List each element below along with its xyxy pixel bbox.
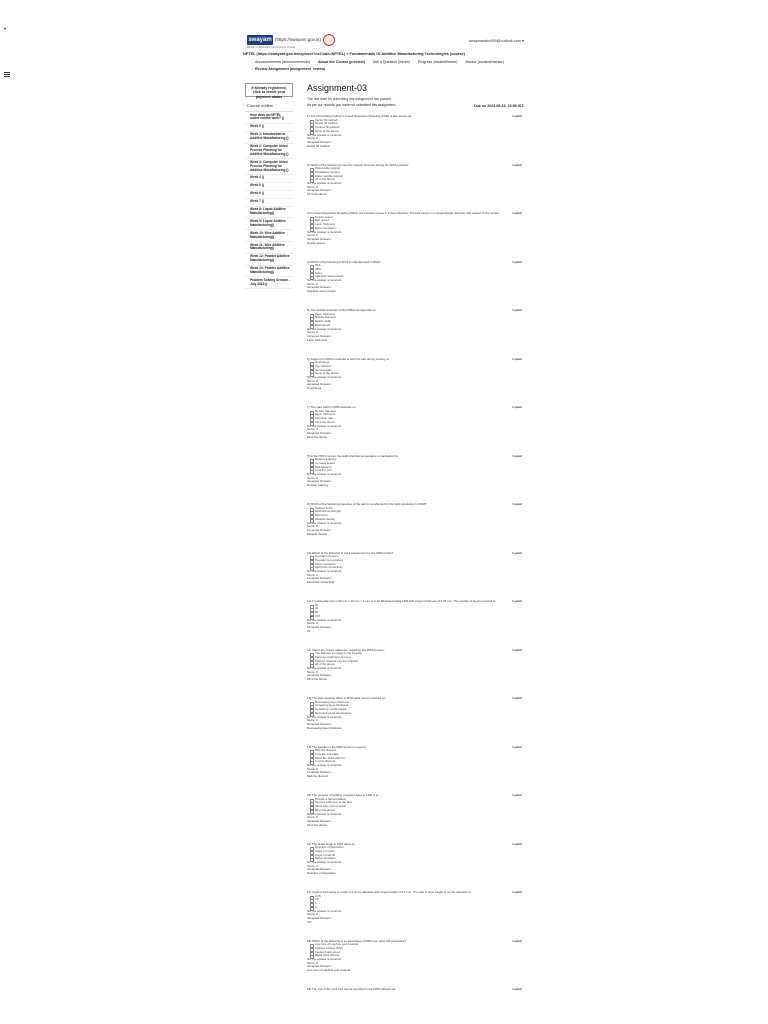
bullet-dot: • — [4, 27, 7, 33]
logo-link[interactable]: (https://swayam.gov.in) — [275, 37, 321, 42]
answer-option: Build time — [307, 514, 524, 518]
answer-option: None of the above — [307, 372, 524, 376]
sidebar-item-label: Week 1: Introduction to Additive Manufacturing () — [250, 132, 289, 141]
score-feedback: No, the answer is incorrect. — [307, 278, 343, 283]
accepted-answer: Overhangs — [307, 386, 322, 391]
tab-about-course[interactable]: About the Course (preview) — [317, 60, 365, 64]
answer-option: Metal parts directly — [307, 954, 524, 958]
question-text: 17) A part is built using a nozzle of 0.4 mm diameter with a layer height of 0.2 mm. The ratio of layer height to nozzle diameter is: — [307, 890, 472, 894]
answer-option: Mechanical strength — [307, 510, 524, 514]
tab-ask-question[interactable]: Ask a Question (forum) — [372, 60, 410, 64]
accepted-answer: All of the above — [307, 434, 327, 439]
accepted-answers-label: Accepted Answers: — [307, 382, 332, 387]
accepted-answer: Decreasing layer thickness — [307, 725, 342, 730]
answer-option: Move the build platform — [307, 757, 524, 761]
accepted-answers-label: Accepted Answers: — [307, 236, 332, 241]
question-block — [307, 649, 524, 682]
accepted-answer: Material density — [307, 531, 328, 536]
answer-option: Layer thickness — [307, 413, 524, 417]
question-text: 14) The liquefier in the FDM system is used to: — [307, 744, 367, 749]
sidebar-item-label: Week 11: Wire Additive Manufacturing() — [250, 242, 285, 251]
score-value: Score: 0 — [307, 912, 318, 917]
points-label: 1 point — [512, 890, 522, 894]
question-text: 6) Support for FDM is required to hold the part during printing of: — [307, 356, 390, 361]
points-label: 1 point — [512, 744, 522, 749]
question-text: 7) The road width in FDM depends on: — [307, 405, 357, 409]
sidebar-item[interactable] — [245, 266, 293, 278]
accepted-answer: All of the above — [307, 822, 327, 827]
sidebar-item-label: Problem Solving Session - July 2023 () — [250, 277, 291, 286]
answer-option: Constant temperature — [307, 559, 524, 563]
score-feedback: No, the answer is incorrect. — [307, 811, 343, 816]
question-block — [307, 891, 524, 924]
score-feedback: No, the answer is incorrect. — [307, 666, 343, 671]
accepted-answers-label: Accepted Answers: — [307, 915, 332, 920]
answer-option: 0.25 — [307, 895, 524, 899]
answer-option: Allow easy part removal — [307, 805, 524, 809]
question-block — [307, 697, 524, 730]
sidebar-item[interactable] — [245, 199, 293, 207]
answer-option: Fastest build speed — [307, 951, 524, 955]
answer-option: Build orientation — [307, 857, 524, 861]
answer-option: Build speed — [307, 324, 524, 328]
points-label: 1 point — [512, 696, 522, 700]
answer-option: Parts are built layer by layer — [307, 656, 524, 660]
points-label: 1 point — [512, 841, 522, 846]
accepted-answer: Nozzle speed — [307, 240, 325, 245]
answer-option: Breakaway support — [307, 171, 524, 175]
breadcrumb[interactable]: NPTEL (https://swayam.gov.in/explorer?ncCode=NPTEL) » Fundamentals Of Additive Manufacturing Technologies (course) — [243, 52, 465, 56]
answer-option: 1 — [307, 902, 524, 906]
question-block — [307, 503, 524, 536]
answer-option: 2 — [307, 906, 524, 910]
points-label: 1 point — [512, 938, 522, 943]
hamburger-menu-icon[interactable] — [4, 72, 10, 77]
sidebar-item[interactable] — [245, 218, 293, 230]
answer-option: Decreasing bed temperature — [307, 712, 524, 716]
review-assignment-link[interactable]: Review Assignment (assignment_review) — [255, 67, 326, 71]
answer-option: Vertical walls — [307, 369, 524, 373]
score-feedback: No, the answer is incorrect. — [307, 908, 343, 913]
tagline: Ministry of Education | Government of India — [247, 46, 295, 49]
sidebar-list — [245, 112, 293, 289]
accepted-answer: All of the above — [307, 192, 327, 197]
answer-option: Layer thickness — [307, 223, 524, 227]
sidebar-item-label: Week 12: Powder Additive Manufacturing() — [250, 254, 290, 263]
not-submitted-notice: As per our records you have not submitted this assignment. — [307, 103, 397, 107]
accepted-answers-label: Accepted Answers: — [307, 818, 332, 823]
question-block — [307, 746, 524, 779]
score-value: Score: 0 — [307, 621, 318, 626]
answer-option: Support material may be required — [307, 660, 524, 664]
question-block — [307, 794, 524, 827]
answer-option: PLA — [307, 264, 524, 268]
sidebar-item-label: Week 10: Wire Additive Manufacturing() — [250, 230, 285, 239]
sidebar-item-label: Week 4 () — [250, 175, 264, 180]
sidebar-item-label: How does an NPTEL online course work? () — [250, 112, 285, 121]
points-label: 1 point — [512, 259, 522, 264]
points-label: 1 point — [512, 647, 522, 652]
score-value: Score: 0 — [307, 184, 318, 189]
tab-announcements[interactable]: Announcements (announcements) — [255, 60, 310, 64]
answer-option: Nozzle diameter — [307, 410, 524, 414]
question-text: 2) Which of the following is used for support structure during the FDM process? — [307, 162, 409, 167]
answer-option: Angle of bed tilt — [307, 854, 524, 858]
course-outline-title: Course outline — [245, 100, 293, 112]
points-label: 1 point — [512, 599, 522, 603]
answer-option: Surface finish — [307, 507, 524, 511]
score-feedback: No, the answer is incorrect. — [307, 569, 343, 574]
question-text: 5) The vertical resolution of the FDM part depends on: — [307, 308, 377, 312]
accepted-answer: Direction of deposition — [307, 871, 336, 876]
accepted-answer: Layer thickness — [307, 337, 328, 342]
answer-option: Reduce warping — [307, 458, 524, 462]
accepted-answers-label: Accepted Answers: — [307, 867, 332, 872]
question-block — [307, 309, 524, 342]
question-text: 3) In Fused Deposition Modeling (FDM), the extruder moves in a fixed direction. The bed moves in a perpendicular direction with respect to the nozzle. — [307, 211, 500, 215]
score-feedback: No, the answer is incorrect. — [307, 423, 343, 428]
answer-option: Direction of deposition — [307, 846, 524, 850]
answer-option: Build orientation — [307, 227, 524, 231]
tab-progress[interactable]: Progress (student/home) — [417, 60, 458, 64]
sidebar-item[interactable] — [245, 207, 293, 219]
question-block — [307, 455, 524, 488]
page-title: Assignment-03 — [307, 83, 368, 93]
score-feedback: No, the answer is incorrect. — [307, 132, 343, 137]
answer-option: Material density — [307, 518, 524, 522]
points-label: 1 point — [512, 162, 522, 167]
question-block — [307, 988, 524, 992]
question-text: 13) The stair-stepping effect in FDM parts can be reduced by: — [307, 696, 386, 700]
answer-option: Constant pressure — [307, 555, 524, 559]
score-value: Score: 0 — [307, 863, 318, 868]
accepted-answer: Raster fill method — [307, 143, 330, 148]
answer-option: None of the above — [307, 130, 524, 134]
accepted-answers-label: Accepted Answers: — [307, 139, 332, 144]
question-block — [307, 164, 524, 197]
answer-option: All of the above — [307, 663, 524, 667]
accepted-answer: 20 — [307, 628, 311, 633]
score-value: Score: 0 — [307, 475, 318, 480]
payment-status-notice[interactable]: If already registered, click to check your payment status — [245, 83, 293, 97]
points-label: 1 point — [512, 502, 522, 506]
question-block — [307, 115, 524, 148]
accepted-answers-label: Accepted Answers: — [307, 188, 332, 193]
answer-option: Melt filament — [307, 466, 524, 470]
question-text: 19) The size of the print bed can be specified in the FDM software as: — [307, 987, 396, 991]
points-label: 1 point — [512, 356, 522, 361]
answer-option: Contour fill method — [307, 126, 524, 130]
score-feedback: No, the answer is incorrect. — [307, 229, 343, 234]
sidebar-item-label: Week 0 () — [250, 124, 264, 129]
question-text: 12) Select the correct statement regarding the FDM process: — [307, 647, 385, 652]
score-value: Score: 0 — [307, 669, 318, 674]
answer-option: Water-soluble support — [307, 175, 524, 179]
answer-option: The filament is melted in the liquefier — [307, 652, 524, 656]
accepted-answer: All of the above — [307, 677, 327, 682]
question-block — [307, 552, 524, 585]
question-text: 16) The raster angle in FDM refers to: — [307, 841, 356, 846]
accepted-answers-label: Accepted Answers: — [307, 576, 332, 581]
points-label: 1 point — [512, 308, 522, 312]
answer-option: Wear resistance — [307, 563, 524, 567]
accepted-answers-label: Accepted Answers: — [307, 964, 332, 969]
answer-option: Extrusion rate — [307, 417, 524, 421]
question-block — [307, 212, 524, 245]
swayam-logo[interactable]: swayam — [248, 37, 272, 43]
answer-option: Overhangs — [307, 361, 524, 365]
score-feedback: No, the answer is incorrect. — [307, 375, 343, 380]
sidebar-item[interactable] — [245, 112, 293, 124]
answer-option: 80 — [307, 611, 524, 615]
sidebar-item[interactable] — [245, 254, 293, 266]
due-date: Due on 2023-08-16, 23:59 IST. — [474, 104, 524, 108]
question-block — [307, 261, 524, 294]
tab-mentor[interactable]: Mentor (student/mentor) — [465, 60, 504, 64]
accepted-answers-label: Accepted Answers: — [307, 527, 332, 532]
answer-option: Improve adhesion to the bed — [307, 801, 524, 805]
score-value: Score: 0 — [307, 427, 318, 432]
score-feedback: No, the answer is incorrect. — [307, 617, 343, 622]
sidebar-item[interactable] — [245, 230, 293, 242]
answer-option: Raster fill method — [307, 122, 524, 126]
sidebar-item[interactable] — [245, 144, 293, 160]
score-feedback: No, the answer is incorrect. — [307, 181, 343, 186]
sidebar-item[interactable] — [245, 159, 293, 175]
accepted-answer: Reduce warping — [307, 483, 328, 488]
accepted-answers-label: Accepted Answers: — [307, 430, 332, 435]
points-label: 1 point — [512, 453, 522, 458]
answer-option: Electrical conductivity — [307, 566, 524, 570]
points-label: 1 point — [512, 987, 522, 991]
answer-option: Melt the filament — [307, 749, 524, 753]
question-block — [307, 940, 524, 973]
user-menu[interactable]: swapnasahu999@outlook.com ▾ — [469, 39, 524, 43]
points-label: 1 point — [512, 405, 522, 409]
score-value: Score: 0 — [307, 330, 318, 335]
score-value: Score: 0 — [307, 524, 318, 529]
score-value: Score: 0 — [307, 233, 318, 238]
accepted-answers-label: Accepted Answers: — [307, 721, 332, 726]
accepted-answer: 0.5 — [307, 919, 312, 924]
answer-option: Increasing layer thickness — [307, 704, 524, 708]
answer-option: Highest surface finish — [307, 947, 524, 951]
question-text: 9) Which of the following properties of the part is not affected by the build orientation in FDM? — [307, 502, 427, 506]
sidebar-item[interactable] — [245, 183, 293, 191]
score-value: Score: 0 — [307, 281, 318, 286]
sidebar-item-label: Week 9: Liquid Additive Manufacturing() — [250, 218, 286, 227]
accepted-answer: Low cost of machine and material — [307, 968, 351, 973]
answer-option: Bed speed — [307, 219, 524, 223]
sidebar-item-label: Week 2: Computer Aided Process Planning for Additive Manufacturing () — [250, 144, 289, 156]
score-value: Score: 0 — [307, 815, 318, 820]
answer-option: Cool the extrudate — [307, 753, 524, 757]
answer-option: Top surfaces — [307, 365, 524, 369]
emblem-icon — [323, 34, 335, 46]
answer-option: Provide a flat foundation — [307, 798, 524, 802]
sidebar-item[interactable] — [245, 124, 293, 132]
answer-option: Angle of nozzle — [307, 850, 524, 854]
accepted-answers-label: Accepted Answers: — [307, 479, 332, 484]
accepted-answers-label: Accepted Answers: — [307, 673, 332, 678]
points-label: 1 point — [512, 550, 522, 555]
answer-option: Nylon — [307, 272, 524, 276]
course-sidebar — [245, 83, 293, 289]
accepted-answers-label: Accepted Answers: — [307, 624, 332, 629]
score-feedback: No, the answer is incorrect. — [307, 714, 343, 719]
answer-option: All of the above — [307, 178, 524, 182]
answer-option: Vector fill method — [307, 119, 524, 123]
site-header — [243, 33, 523, 49]
due-passed-notice: The due date for submitting this assignment has passed. — [307, 97, 393, 101]
sidebar-item-label: Week 8: Liquid Additive Manufacturing() — [250, 207, 286, 215]
question-text: 1) The print writing method in Fused Deposition Modeling (FDM) is also known as: — [307, 114, 413, 118]
answer-option: 100 — [307, 615, 524, 619]
question-text: 8) In the FDM process, the build chamber temperature is maintained to: — [307, 453, 399, 458]
assignment-header — [307, 83, 524, 107]
score-feedback: No, the answer is incorrect. — [307, 326, 343, 331]
score-value: Score: 0 — [307, 136, 318, 141]
points-label: 1 point — [512, 793, 522, 797]
question-text: 10) Which of the following is not a requirement for the FDM nozzle? — [307, 550, 394, 555]
question-text: 11) A rectangular part of 20 mm × 10 mm × 5 mm is to be fabricated using FDM with a layer thickness of 0.25 mm. The number of layers required is: — [307, 599, 496, 603]
points-label: 1 point — [512, 211, 522, 215]
answer-option: 20 — [307, 604, 524, 608]
score-feedback: No, the answer is incorrect. — [307, 763, 343, 768]
question-text: 4) Which of the following is NOT a material used in FDM? — [307, 259, 381, 264]
accepted-answers-label: Accepted Answers: — [307, 285, 332, 290]
answer-option: Dissolvable support — [307, 167, 524, 171]
answer-option: All of the above — [307, 809, 524, 813]
points-label: 1 point — [512, 114, 522, 118]
score-value: Score: 0 — [307, 960, 318, 965]
answer-option: Nozzle diameter — [307, 316, 524, 320]
score-value: Score: 0 — [307, 378, 318, 383]
accepted-answer: Electrical conductivity — [307, 580, 335, 585]
score-feedback: No, the answer is incorrect. — [307, 860, 343, 865]
accepted-answer: Melt the filament — [307, 774, 329, 779]
answer-option: Layer thickness — [307, 313, 524, 317]
answer-option: 0.5 — [307, 898, 524, 902]
sidebar-item-label: Week 13: Powder Additive Manufacturing() — [250, 266, 290, 275]
score-feedback: No, the answer is incorrect. — [307, 520, 343, 525]
answer-option: Decreasing layer thickness — [307, 701, 524, 705]
question-block — [307, 600, 524, 633]
accepted-answer: Stainless steel powder — [307, 289, 336, 294]
answer-option: All of the above — [307, 421, 524, 425]
answer-option: Raster width — [307, 320, 524, 324]
question-block — [307, 406, 524, 439]
answer-option: Increase speed — [307, 462, 524, 466]
sidebar-item-label: Week 3: Computer Aided Process Planning for Additive Manufacturing () — [250, 159, 289, 172]
sidebar-item-label: Week 6 () — [250, 191, 264, 196]
sidebar-item[interactable] — [245, 191, 293, 199]
score-value: Score: 0 — [307, 718, 318, 723]
score-value: Score: 0 — [307, 572, 318, 577]
sidebar-item-label: Week 7 () — [250, 199, 264, 204]
accepted-answers-label: Accepted Answers: — [307, 333, 332, 338]
accepted-answers-label: Accepted Answers: — [307, 770, 332, 775]
sidebar-item[interactable] — [245, 132, 293, 144]
score-feedback: No, the answer is incorrect. — [307, 472, 343, 477]
answer-option: Cut the filament — [307, 760, 524, 764]
answer-option: Increasing nozzle speed — [307, 708, 524, 712]
question-block — [307, 358, 524, 391]
answer-option: Low cost of machine and material — [307, 943, 524, 947]
sidebar-item[interactable] — [245, 242, 293, 254]
answer-option: ABS — [307, 268, 524, 272]
score-feedback: No, the answer is incorrect. — [307, 957, 343, 962]
answer-option: Stainless steel powder — [307, 275, 524, 279]
sidebar-item-label: Week 5 () — [250, 183, 264, 188]
question-block — [307, 843, 524, 876]
score-value: Score: 0 — [307, 766, 318, 771]
question-text: 15) The purpose of building a support base in FDM is to: — [307, 793, 380, 797]
answer-option: Nozzle speed — [307, 216, 524, 220]
sidebar-item[interactable] — [245, 175, 293, 183]
sidebar-item[interactable] — [245, 277, 293, 289]
answer-option: 40 — [307, 607, 524, 611]
question-text: 18) Which of the following is an advantage of FDM over other AM processes? — [307, 938, 406, 943]
course-tabs — [255, 60, 504, 64]
answer-option: Cool the part — [307, 469, 524, 473]
